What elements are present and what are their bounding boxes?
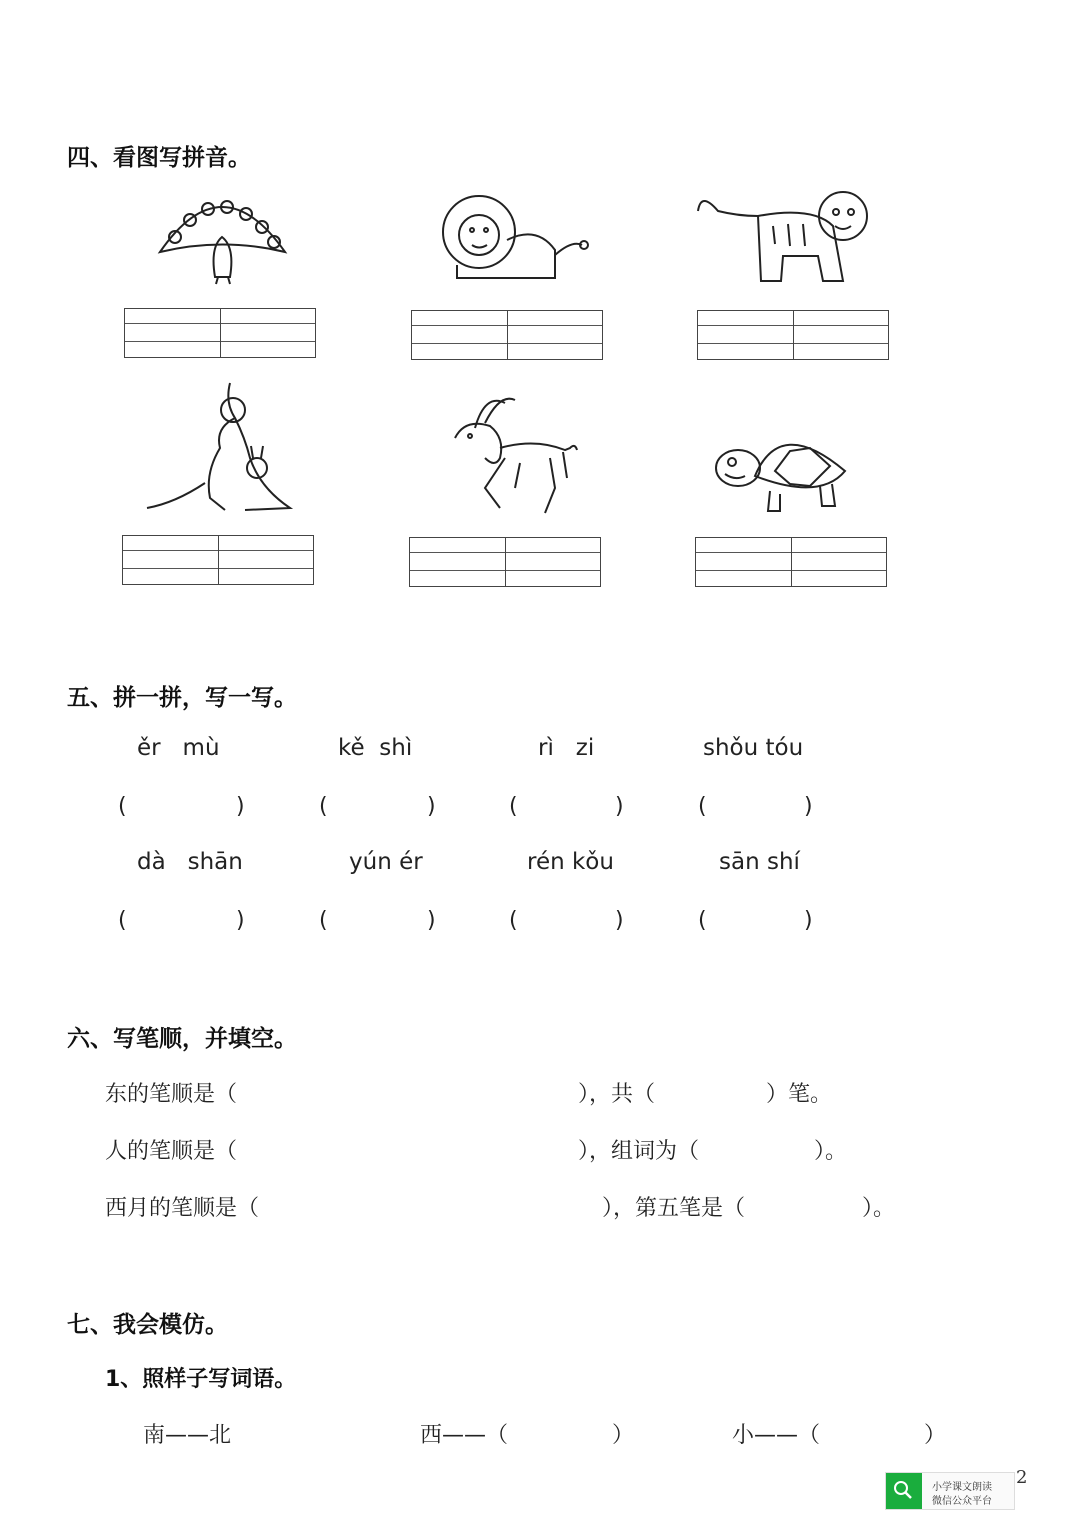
answer-close-paren: ) [615,908,624,933]
stroke-order-prompt: 人的笔顺是（ [105,1139,238,1164]
kangaroo-image [145,378,300,516]
answer-open-paren: ( [118,794,127,819]
stroke-count-suffix: ）笔。 [766,1082,833,1107]
word-pair-close: ） [924,1423,947,1448]
fifth-stroke-suffix: ）。 [862,1196,896,1221]
section-4-heading: 四、看图写拼音。 [67,145,251,171]
pinyin-word: rì zi [538,735,595,761]
section-7-heading: 七、我会模仿。 [67,1312,228,1338]
turtle-image [710,426,855,518]
pinyin-box-goat[interactable] [409,537,601,587]
answer-open-paren: ( [319,794,328,819]
section-6-heading: 六、写笔顺，并填空。 [67,1026,297,1052]
watermark-line-2: 微信公众平台 [932,1496,992,1507]
answer-open-paren: ( [698,908,707,933]
word-pair-prompt: 西——（ [420,1423,509,1448]
pinyin-word: shǒu tóu [703,735,804,761]
wechat-watermark [885,1472,1015,1510]
answer-open-paren: ( [509,908,518,933]
example-word-pair: 南——北 [143,1423,232,1448]
sub-heading: 1、照样子写词语。 [105,1367,297,1392]
word-group-prompt: ），组词为（ [578,1139,700,1164]
lion-image [437,190,592,290]
word-pair-close: ） [612,1423,635,1448]
pinyin-word: kě shì [338,735,413,761]
word-pair-prompt: 小——（ [732,1423,821,1448]
answer-open-paren: ( [509,794,518,819]
stroke-order-prompt: 东的笔顺是（ [105,1082,238,1107]
pinyin-word: yún ér [349,849,423,875]
pinyin-box-peacock[interactable] [124,308,316,358]
answer-open-paren: ( [698,794,707,819]
pinyin-box-tiger[interactable] [697,310,889,360]
fifth-stroke-prompt: ），第五笔是（ [602,1196,746,1221]
answer-close-paren: ) [427,908,436,933]
pinyin-word: rén kǒu [527,849,614,875]
watermark-line-1: 小学课文朗读 [932,1482,992,1493]
page-number: 2 [1016,1467,1028,1488]
answer-close-paren: ) [236,908,245,933]
answer-close-paren: ) [615,794,624,819]
answer-open-paren: ( [118,908,127,933]
search-icon [886,1473,922,1509]
section-5-heading: 五、拼一拼，写一写。 [67,685,297,711]
answer-close-paren: ) [804,908,813,933]
answer-close-paren: ) [804,794,813,819]
answer-open-paren: ( [319,908,328,933]
word-group-suffix: ）。 [814,1139,848,1164]
pinyin-box-kangaroo[interactable] [122,535,314,585]
pinyin-box-turtle[interactable] [695,537,887,587]
goat-image [445,388,580,516]
pinyin-word: ěr mù [137,735,220,761]
pinyin-box-lion[interactable] [411,310,603,360]
answer-close-paren: ) [236,794,245,819]
peacock-image [150,192,295,287]
pinyin-word: dà shān [137,849,243,875]
stroke-order-prompt: 西月的笔顺是（ [105,1196,260,1221]
answer-close-paren: ) [427,794,436,819]
stroke-count-prompt: ），共（ [578,1082,656,1107]
pinyin-word: sān shí [719,849,800,875]
tiger-image [693,186,878,291]
